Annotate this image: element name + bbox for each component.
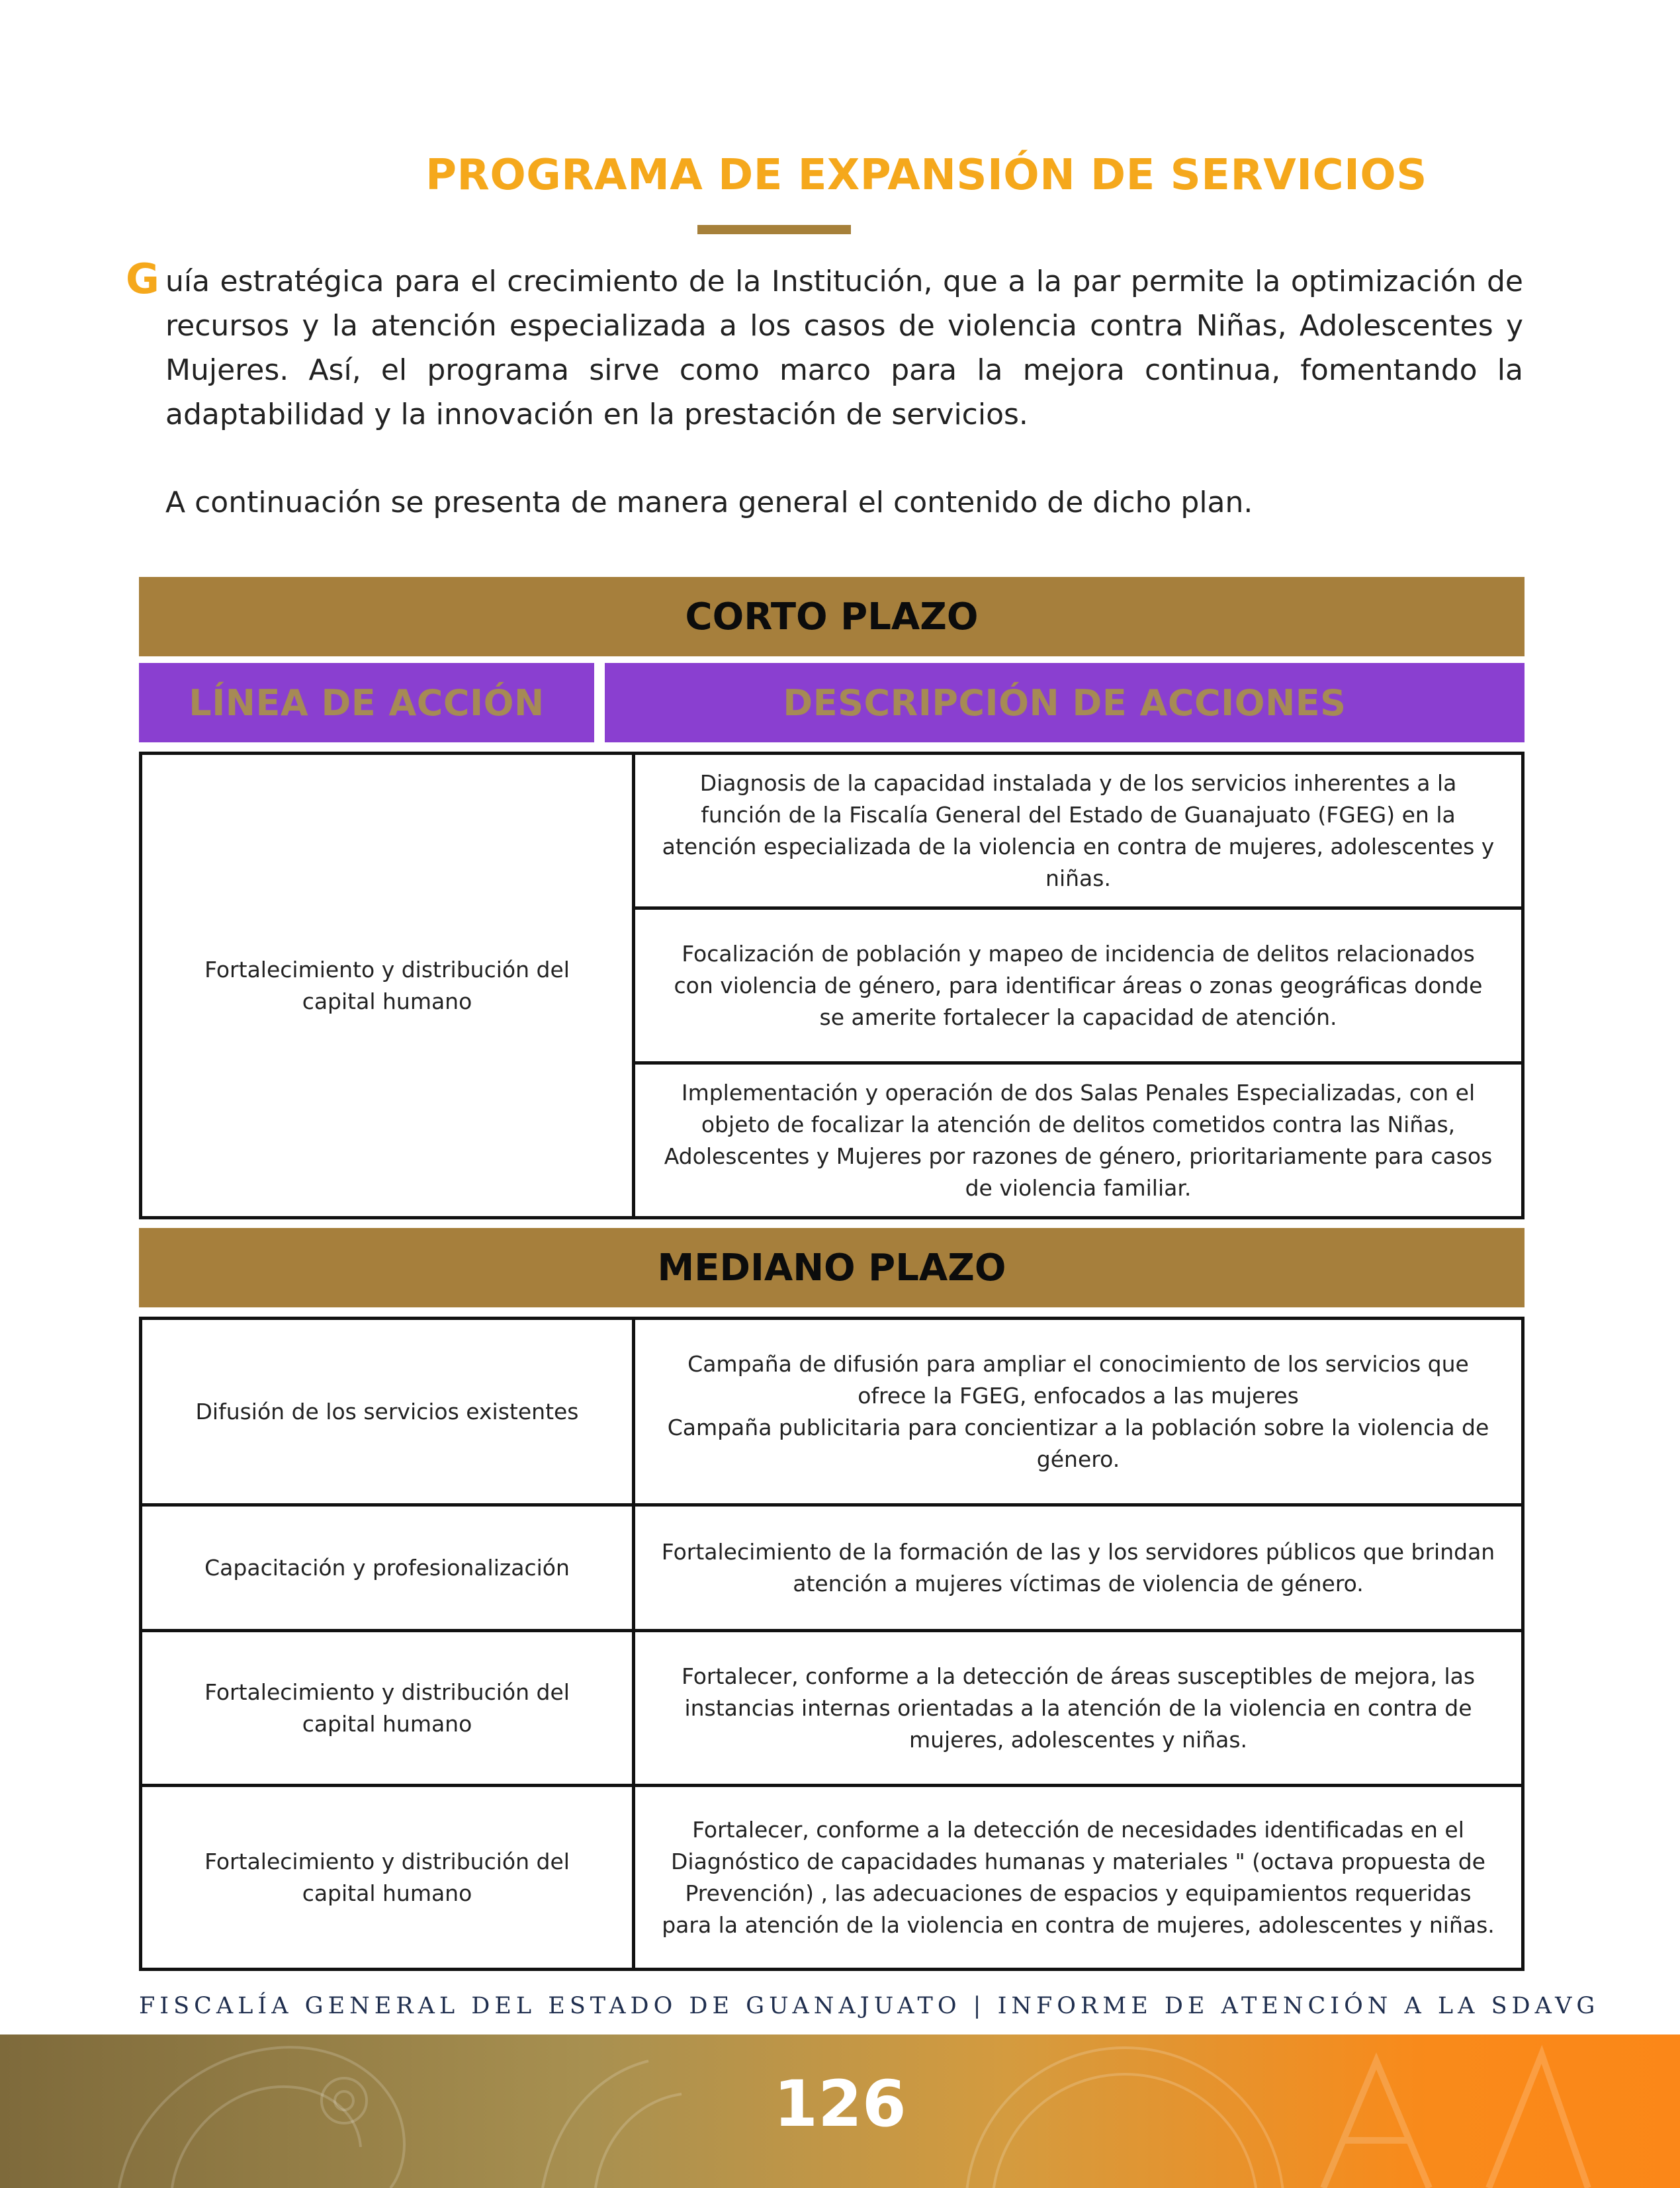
header-linea-de-accion: LÍNEA DE ACCIÓN — [139, 663, 594, 742]
accion-cell: Diagnosis de la capacidad instalada y de los servicios inherentes a la función de la Fiscalía General del Estado de Guanajuato (FGEG) en la atención especializada de la violencia en contra de mujeres, adolescentes y niñas. — [634, 754, 1523, 908]
accion-cell: Fortalecer, conforme a la detección de necesidades identificadas en el Diagnóstico de capacidades humanas y materiales " (octava propuesta de Prevención) , las adecuaciones de espacios y equipamientos requeridas para la atención de la violencia en contra de mujeres, adolescentes y niñas. — [634, 1786, 1523, 1970]
mediano-plazo-table — [139, 1317, 1525, 1971]
mediano-plazo-band: MEDIANO PLAZO — [139, 1228, 1525, 1307]
footer-institution-line: FISCALÍA GENERAL DEL ESTADO DE GUANAJUATO | INFORME DE ATENCIÓN A LA SDAVG — [139, 1993, 1600, 2019]
intro-paragraph — [126, 255, 1523, 437]
accion-text: Campaña publicitaria para concientizar a la población sobre la violencia de género. — [667, 1414, 1489, 1472]
table-row — [141, 1786, 1523, 1970]
linea-cell: Capacitación y profesionalización — [141, 1505, 634, 1631]
accion-cell: Fortalecimiento de la formación de las y los servidores públicos que brindan atención a mujeres víctimas de violencia de género. — [634, 1505, 1523, 1631]
table-row — [141, 1319, 1523, 1505]
intro-text: uía estratégica para el crecimiento de la Institución, que a la par permite la optimización de recursos y la atención especializada a los casos de violencia contra Niñas, Adolescentes y Mujeres. Así, el programa sirve como marco para la mejora continua, fomentando la adaptabilidad y la innovación en la prestación de servicios. — [165, 265, 1523, 431]
linea-cell: Fortalecimiento y distribución del capital humano — [141, 754, 634, 1218]
table-row — [141, 754, 1523, 908]
page-number: 126 — [774, 2067, 906, 2141]
accion-cell: Focalización de población y mapeo de incidencia de delitos relacionados con violencia de género, para identificar áreas o zonas geográficas donde se amerite fortalecer la capacidad de atención. — [634, 908, 1523, 1063]
linea-cell: Fortalecimiento y distribución del capital humano — [141, 1786, 634, 1970]
accion-cell: Fortalecer, conforme a la detección de áreas susceptibles de mejora, las instancias internas orientadas a la atención de la violencia en contra de mujeres, adolescentes y niñas. — [634, 1631, 1523, 1786]
dropcap-letter: G — [126, 255, 159, 303]
accion-cell — [634, 1319, 1523, 1505]
header-descripcion-de-acciones: DESCRIPCIÓN DE ACCIONES — [605, 663, 1525, 742]
intro-paragraph-2: A continuación se presenta de manera general el contenido de dicho plan. — [165, 486, 1253, 519]
corto-plazo-band: CORTO PLAZO — [139, 577, 1525, 656]
accion-text: Campaña de difusión para ampliar el conocimiento de los servicios que ofrece la FGEG, enfocados a las mujeres — [687, 1350, 1469, 1409]
table-row — [141, 1505, 1523, 1631]
linea-cell: Difusión de los servicios existentes — [141, 1319, 634, 1505]
corto-plazo-table — [139, 752, 1525, 1219]
accion-cell: Implementación y operación de dos Salas Penales Especializadas, con el objeto de focalizar la atención de delitos cometidos contra las Niñas, Adolescentes y Mujeres por razones de género, prioritariamente para casos de violencia familiar. — [634, 1063, 1523, 1218]
page-title: PROGRAMA DE EXPANSIÓN DE SERVICIOS — [425, 151, 1427, 200]
table-row — [141, 1631, 1523, 1786]
title-underline — [697, 225, 851, 234]
linea-cell: Fortalecimiento y distribución del capital humano — [141, 1631, 634, 1786]
